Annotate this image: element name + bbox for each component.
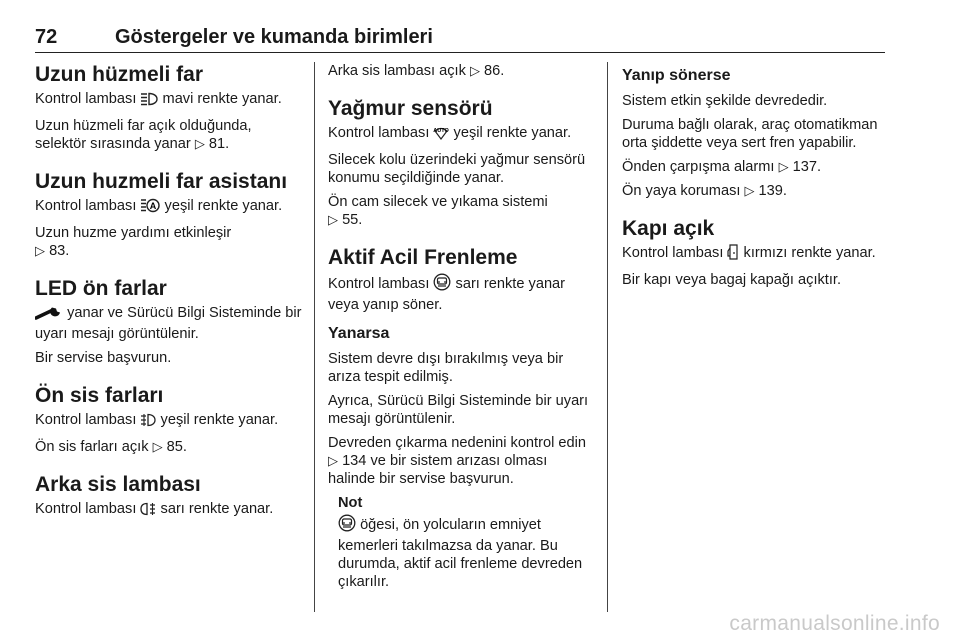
chapter-title: Göstergeler ve kumanda birimleri [115,26,433,48]
paragraph: Kontrol lambası AUTO yeşil renkte yanar. [328,124,598,145]
column-divider [314,62,315,612]
note-text: öğesi, ön yolcuların emniyet kemerleri takılmazsa da yanar. Bu durumda, aktif acil frenleme devreden çıkarılır. [338,514,598,591]
watermark: carmanualsonline.info [729,612,940,635]
svg-text:A: A [150,201,157,211]
page-ref-arrow-icon: ▷ [194,136,205,151]
paragraph: Silecek kolu üzerindeki yağmur sensörü konumu seçildiğinde yanar. [328,152,586,186]
page-ref-arrow-icon: ▷ [778,159,789,174]
section-title: Kapı açık [622,217,715,240]
section-rear-fog [35,472,305,521]
page-ref-arrow-icon: ▷ [152,439,163,454]
section-high-beam [35,62,305,153]
paragraph: Önden çarpışma alarmı ▷ 137. [622,159,822,175]
paragraph: yanar ve Sürücü Bilgi Sisteminde bir uyarı mesajı görüntülenir. [35,305,302,342]
paragraph: Arka sis lambası açık ▷ 86. [328,63,505,79]
paragraph: Kontrol lambası sarı renkte yanar veya yanıp söner. [328,273,598,314]
paragraph: Bir servise başvurun. [35,350,172,366]
page-number: 72 [35,26,58,48]
rear-fog-icon [140,502,156,521]
section-front-fog [35,383,305,456]
page-ref-arrow-icon: ▷ [35,243,45,258]
section-title: Aktif Acil Frenleme [328,246,518,269]
section-active-emergency-braking [328,245,598,314]
paragraph: Uzun huzme yardımı etkinleşir ▷ 83. [35,225,232,259]
subsection-title: Yanarsa [328,325,390,342]
paragraph: Ön sis farları açık ▷ 85. [35,439,187,455]
paragraph: Sistem devre dışı bırakılmış veya bir arıza tespit edilmiş. [328,351,564,385]
section-title: Ön sis farları [35,384,164,407]
door-open-icon [727,244,739,265]
emergency-braking-icon [338,514,356,537]
column-1 [35,62,305,527]
column-3 [622,62,892,295]
subsection-title: Yanıp sönerse [622,67,731,84]
svg-text:AUTO: AUTO [433,128,450,134]
section-if-flashing [622,66,892,200]
rain-sensor-icon [433,125,449,145]
paragraph: Ön cam silecek ve yıkama sistemi ▷ 55. [328,194,548,228]
high-beam-icon [140,92,158,111]
emergency-braking-icon [433,273,451,296]
front-fog-icon [140,413,156,432]
paragraph: Kontrol lambası sarı renkte yanar. [35,500,305,521]
section-rain-sensor [328,96,598,229]
page-ref-arrow-icon: ▷ [744,183,755,198]
column-divider [607,62,608,612]
paragraph: Devreden çıkarma nedenini kontrol edin ▷ 134 ve bir sistem arızası olması halinde bir servise başvurun. [328,435,586,487]
page-ref-arrow-icon: ▷ [328,453,338,468]
paragraph: Sistem etkin şekilde devrededir. [622,93,828,109]
paragraph: Kontrol lambası kırmızı renkte yanar. [622,244,892,265]
section-title: Yağmur sensörü [328,97,493,120]
section-if-lit [328,324,598,488]
section-title: LED ön farlar [35,277,167,300]
section-high-beam-assist [35,169,305,260]
paragraph: Bir kapı veya bagaj kapağı açıktır. [622,272,842,288]
page-header [35,24,885,53]
page-ref-arrow-icon: ▷ [469,63,480,78]
section-door-open [622,216,892,289]
section-title: Arka sis lambası [35,473,201,496]
section-title: Uzun hüzmeli far [35,63,204,86]
paragraph: Uzun hüzmeli far açık olduğunda, selektör sırasında yanar ▷ 81. [35,118,252,152]
column-2 [328,62,598,597]
wrench-icon [35,306,63,325]
page-ref-arrow-icon: ▷ [328,212,338,227]
high-beam-assist-icon [140,198,160,218]
paragraph: Duruma bağlı olarak, araç otomatikman orta şiddette veya sert fren yapabilir. [622,117,878,151]
note-title: Not [338,495,363,511]
section-led-headlights [35,276,305,367]
paragraph: Kontrol lambası mavi renkte yanar. [35,90,305,111]
note-box [338,494,598,591]
paragraph: Ön yaya koruması ▷ 139. [622,183,787,199]
paragraph: Kontrol lambası A yeşil renkte yanar. [35,197,305,218]
paragraph: Kontrol lambası yeşil renkte yanar. [35,411,305,432]
paragraph: Ayrıca, Sürücü Bilgi Sisteminde bir uyarı mesajı görüntülenir. [328,393,589,427]
section-title: Uzun huzmeli far asistanı [35,170,288,193]
